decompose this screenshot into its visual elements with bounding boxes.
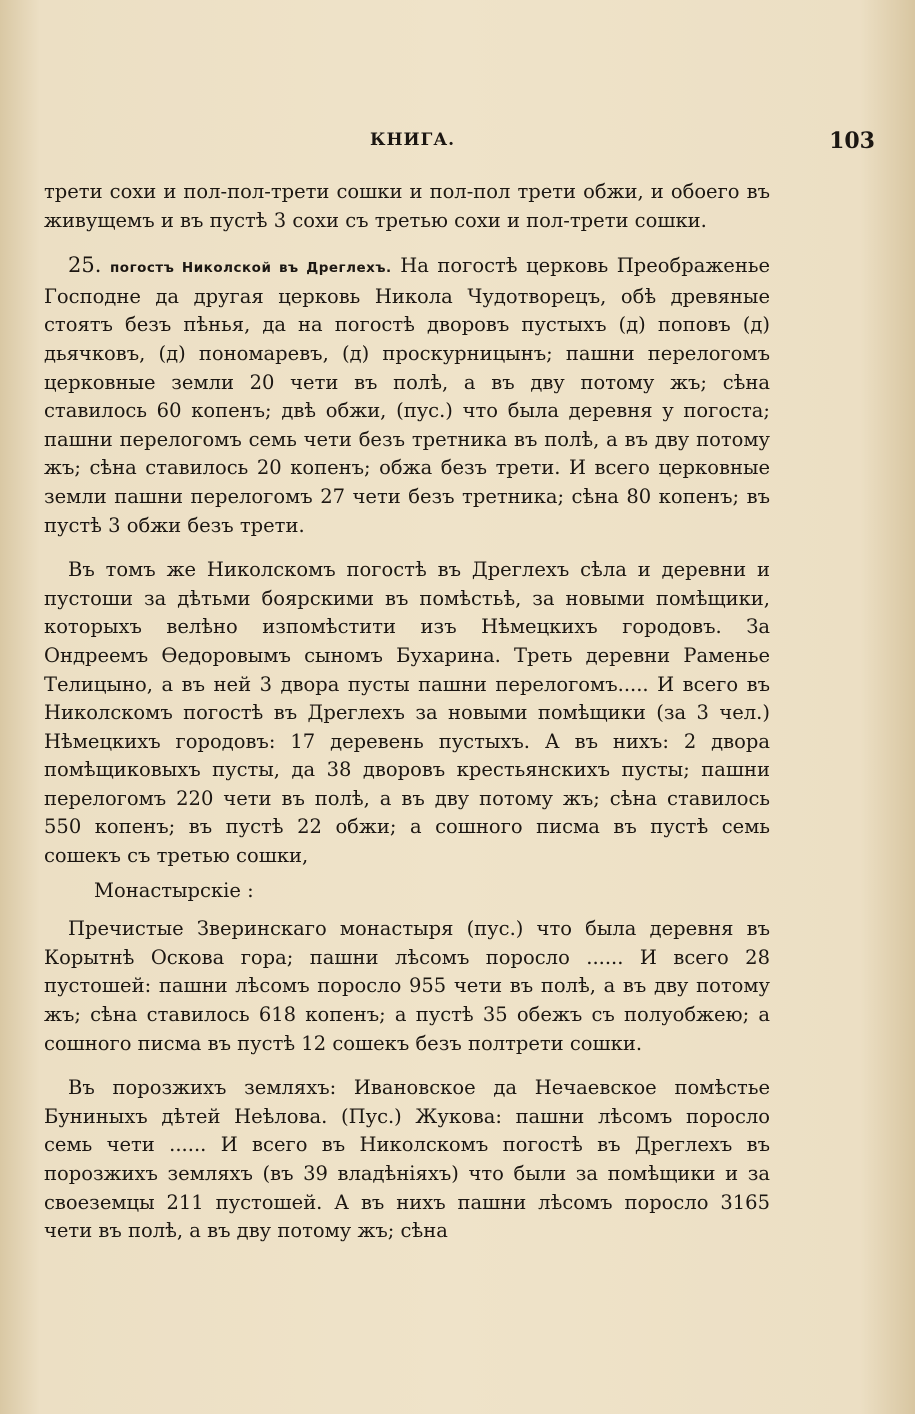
page-number: 103 <box>829 128 875 154</box>
paragraph-monastery: Пречистые Зверинскаго монастыря (пус.) что была деревня въ Корытнѣ Оскова гора; пашни лѣсомъ поросло ...... И всего 28 пустошей: пашни лѣсомъ поросло 955 чети въ полѣ, а въ дву потому жъ; сѣна ставилось 618 копенъ; а пустѣ 35 обежъ съ полуобжею; а сошного писма въ пустѣ 12 сошекъ безъ полтрети сошки. <box>44 917 770 1055</box>
section-text: На погостѣ церковь Преображенье Господне да другая церковь Никола Чудотворецъ, обѣ древяные стоятъ безъ пѣнья, да на погостѣ дворовъ пустыхъ (д) поповъ (д) дьячковъ, (д) пономаревъ, (д) проскурницынъ; пашни перелогомъ церковные земли 20 чети въ полѣ, а въ дву потому жъ; сѣна ставилось 60 копенъ; двѣ обжи, (пус.) что была деревня у погоста; пашни перелогомъ семь чети безъ третника въ полѣ, а въ дву потому жъ; сѣна ставилось 20 копенъ; обжа безъ трети. И всего церковные земли пашни перелогомъ 27 чети безъ третника; сѣна 80 копенъ; въ пустѣ 3 обжи безъ трети. <box>44 254 770 537</box>
paragraph-vacant-lands: Въ порозжихъ земляхъ: Ивановское да Нечаевское помѣстье Буниныхъ дѣтей Неѣлова. (Пус.) Жукова: пашни лѣсомъ поросло семь чети ...... И всего въ Николскомъ погостѣ въ Дреглехъ въ порозжихъ земляхъ (въ 39 владѣніяхъ) что были за помѣщики и за своеземцы 211 пустошей. А въ нихъ пашни лѣсомъ поросло 3165 чети въ полѣ, а въ дву потому жъ; сѣна <box>44 1076 770 1243</box>
paragraph-pomestye: Въ томъ же Николскомъ погостѣ въ Дреглехъ сѣла и деревни и пустоши за дѣтьми боярскими въ помѣстьѣ, за новыми помѣщики, которыхъ велѣно изпомѣстити изъ Нѣмецкихъ городовъ. За Ондреемъ Ѳедоровымъ сыномъ Бухарина. Треть деревни Раменье Телицыно, а въ ней 3 двора пусты пашни перелогомъ..... И всего въ Николскомъ погостѣ въ Дреглехъ за новыми помѣщики (за 3 чел.) Нѣмецкихъ городовъ: 17 деревень пустыхъ. А въ нихъ: 2 двора помѣщиковыхъ пусты, да 38 дворовъ крестьянскихъ пусты; пашни перелогомъ 220 чети въ полѣ, а въ дву потому жъ; сѣна ставилось 550 копенъ; въ пустѣ 22 обжи; а сошного писма въ пустѣ семь сошекъ съ третью сошки, <box>44 558 770 868</box>
paragraph-monastic-heading: Монастырскіе : <box>94 878 254 902</box>
paragraph-continuation: трети сохи и пол-пол-трети сошки и пол-пол трети обжи, и обоего въ живущемъ и въ пустѣ 3 сохи съ третью сохи и пол-трети сошки. <box>44 180 770 232</box>
page-body <box>44 178 770 1252</box>
page-header <box>40 130 875 160</box>
section-title: погостъ Николской въ Дреглехъ. <box>109 260 392 277</box>
section-number: 25. <box>68 253 102 278</box>
paragraph-section-25 <box>44 251 770 540</box>
running-head: КНИГА. <box>370 130 456 150</box>
